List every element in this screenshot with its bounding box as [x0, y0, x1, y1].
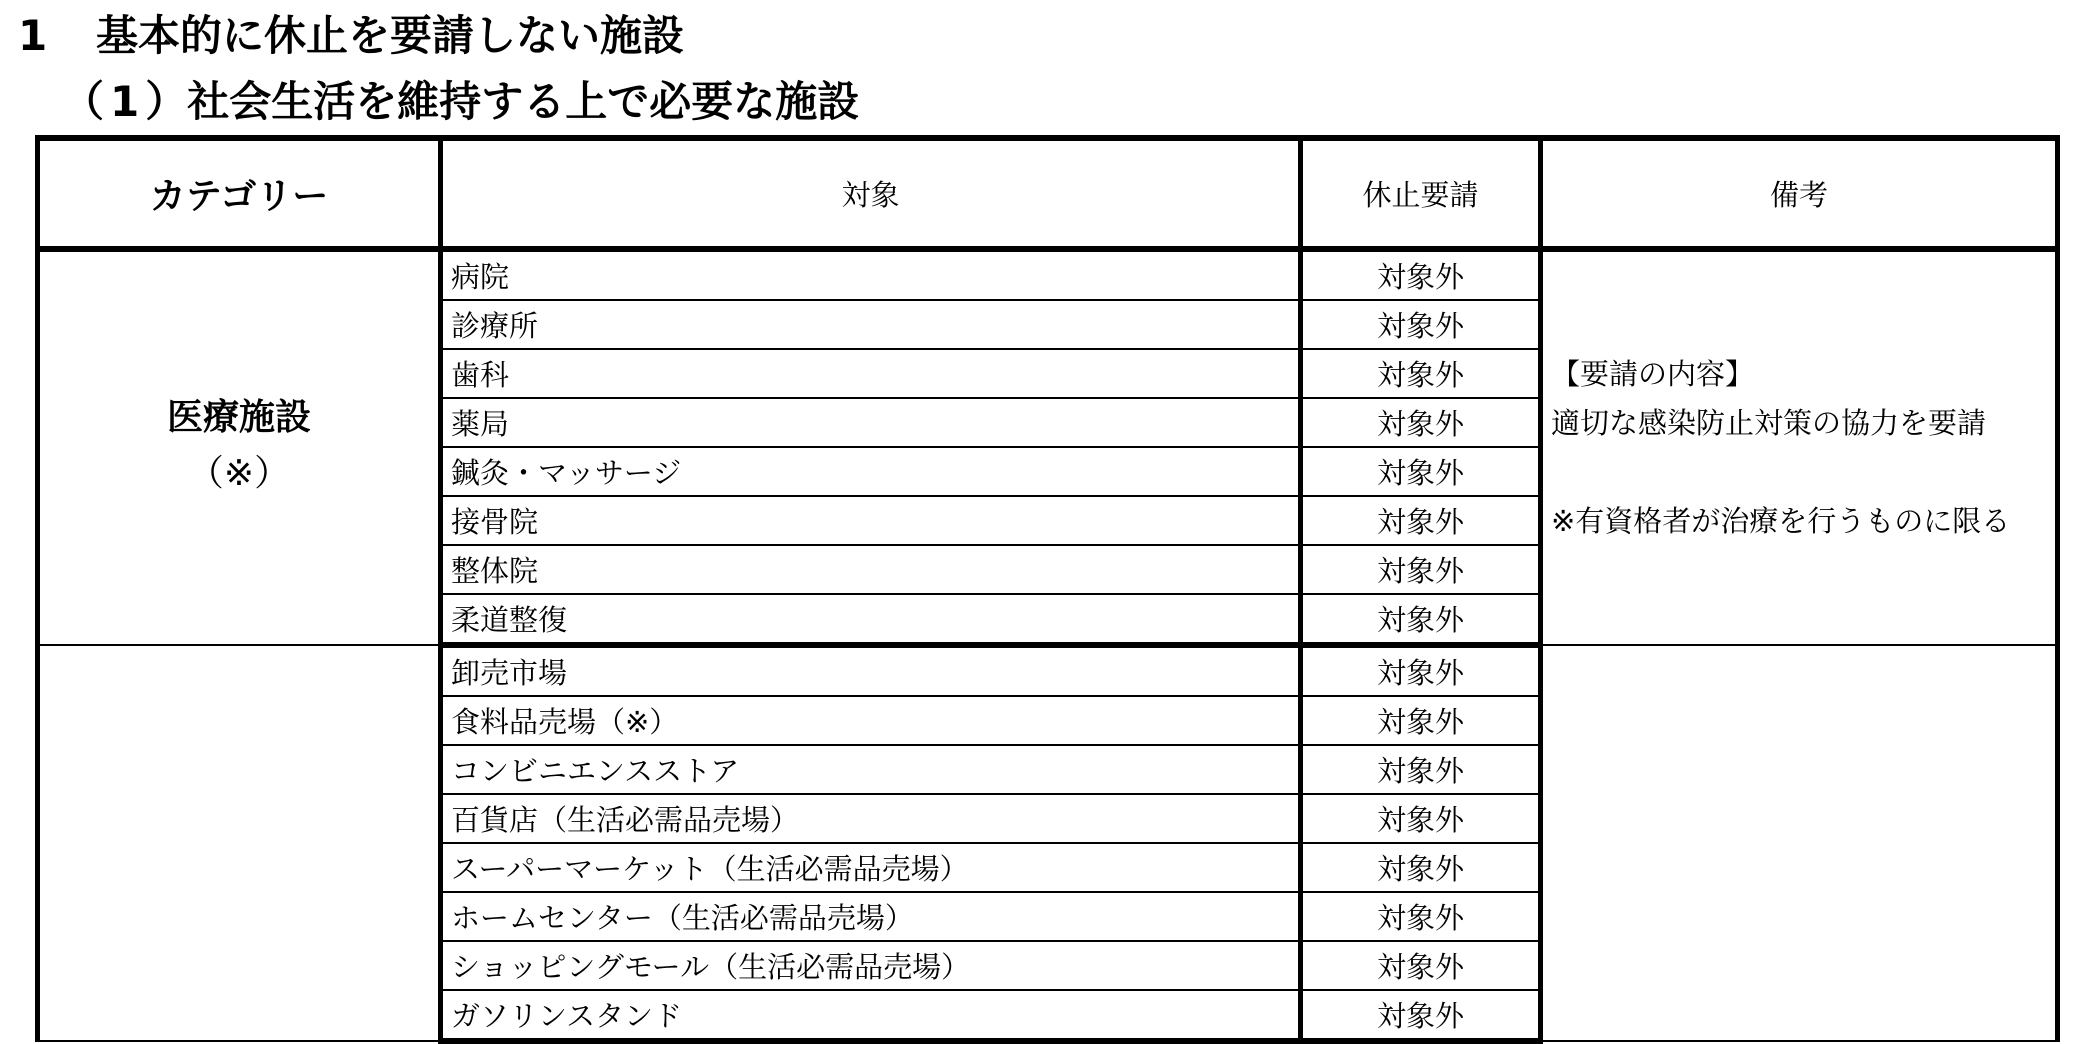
- section-heading: [18, 6, 684, 66]
- target-cell: スーパーマーケット（生活必需品売場）: [441, 843, 1301, 892]
- closure-status-cell: 対象外: [1301, 496, 1541, 545]
- target-cell: ホームセンター（生活必需品売場）: [441, 892, 1301, 941]
- header-category: カテゴリー: [38, 138, 441, 249]
- closure-status-cell: 対象外: [1301, 794, 1541, 843]
- target-cell: 食料品売場（※）: [441, 696, 1301, 745]
- target-cell: 薬局: [441, 398, 1301, 447]
- target-cell: ショッピングモール（生活必需品売場）: [441, 941, 1301, 990]
- closure-status-cell: 対象外: [1301, 349, 1541, 398]
- target-cell: 鍼灸・マッサージ: [441, 447, 1301, 496]
- table-row: [38, 645, 2058, 696]
- closure-status-cell: 対象外: [1301, 398, 1541, 447]
- section-number: 1: [18, 11, 48, 60]
- category-note: （※）: [187, 453, 291, 494]
- table-body: [38, 249, 2058, 1041]
- remarks-cell: [1541, 645, 2058, 1041]
- remarks-line: ※有資格者が治療を行うものに限る: [1551, 504, 2011, 538]
- subsection-close-paren: ）: [145, 77, 188, 126]
- remarks-cell: [1541, 249, 2058, 645]
- subsection-open-paren: （: [62, 77, 105, 126]
- closure-status-cell: 対象外: [1301, 843, 1541, 892]
- header-target: 対象: [441, 138, 1301, 249]
- closure-status-cell: 対象外: [1301, 941, 1541, 990]
- closure-status-cell: 対象外: [1301, 745, 1541, 794]
- category-cell: [38, 645, 441, 1041]
- closure-status-cell: 対象外: [1301, 892, 1541, 941]
- remarks-line: 適切な感染防止対策の協力を要請: [1551, 406, 1987, 440]
- header-remarks: 備考: [1541, 138, 2058, 249]
- target-cell: 百貨店（生活必需品売場）: [441, 794, 1301, 843]
- closure-status-cell: 対象外: [1301, 447, 1541, 496]
- subsection-number: 1: [110, 77, 140, 126]
- closure-status-cell: 対象外: [1301, 545, 1541, 594]
- closure-status-cell: 対象外: [1301, 696, 1541, 745]
- table-header-row: [38, 138, 2058, 249]
- target-cell: 歯科: [441, 349, 1301, 398]
- section-title: 基本的に休止を要請しない施設: [96, 11, 685, 60]
- table-row: [38, 249, 2058, 300]
- closure-status-cell: 対象外: [1301, 249, 1541, 300]
- subsection-heading: [62, 72, 859, 132]
- target-cell: 診療所: [441, 300, 1301, 349]
- header-closure-request: 休止要請: [1301, 138, 1541, 249]
- closure-status-cell: 対象外: [1301, 990, 1541, 1041]
- target-cell: 病院: [441, 249, 1301, 300]
- target-cell: ガソリンスタンド: [441, 990, 1301, 1041]
- closure-status-cell: 対象外: [1301, 300, 1541, 349]
- closure-status-cell: 対象外: [1301, 645, 1541, 696]
- subsection-title: 社会生活を維持する上で必要な施設: [187, 77, 860, 126]
- category-name: 医療施設: [166, 397, 311, 438]
- closure-status-cell: 対象外: [1301, 594, 1541, 645]
- target-cell: 柔道整復: [441, 594, 1301, 645]
- target-cell: 接骨院: [441, 496, 1301, 545]
- remarks-line: 【要請の内容】: [1551, 357, 1755, 391]
- target-cell: 卸売市場: [441, 645, 1301, 696]
- target-cell: コンビニエンスストア: [441, 745, 1301, 794]
- category-cell: [38, 249, 441, 645]
- remarks-line: [1551, 448, 2055, 497]
- target-cell: 整体院: [441, 545, 1301, 594]
- facilities-table: [35, 135, 2060, 1044]
